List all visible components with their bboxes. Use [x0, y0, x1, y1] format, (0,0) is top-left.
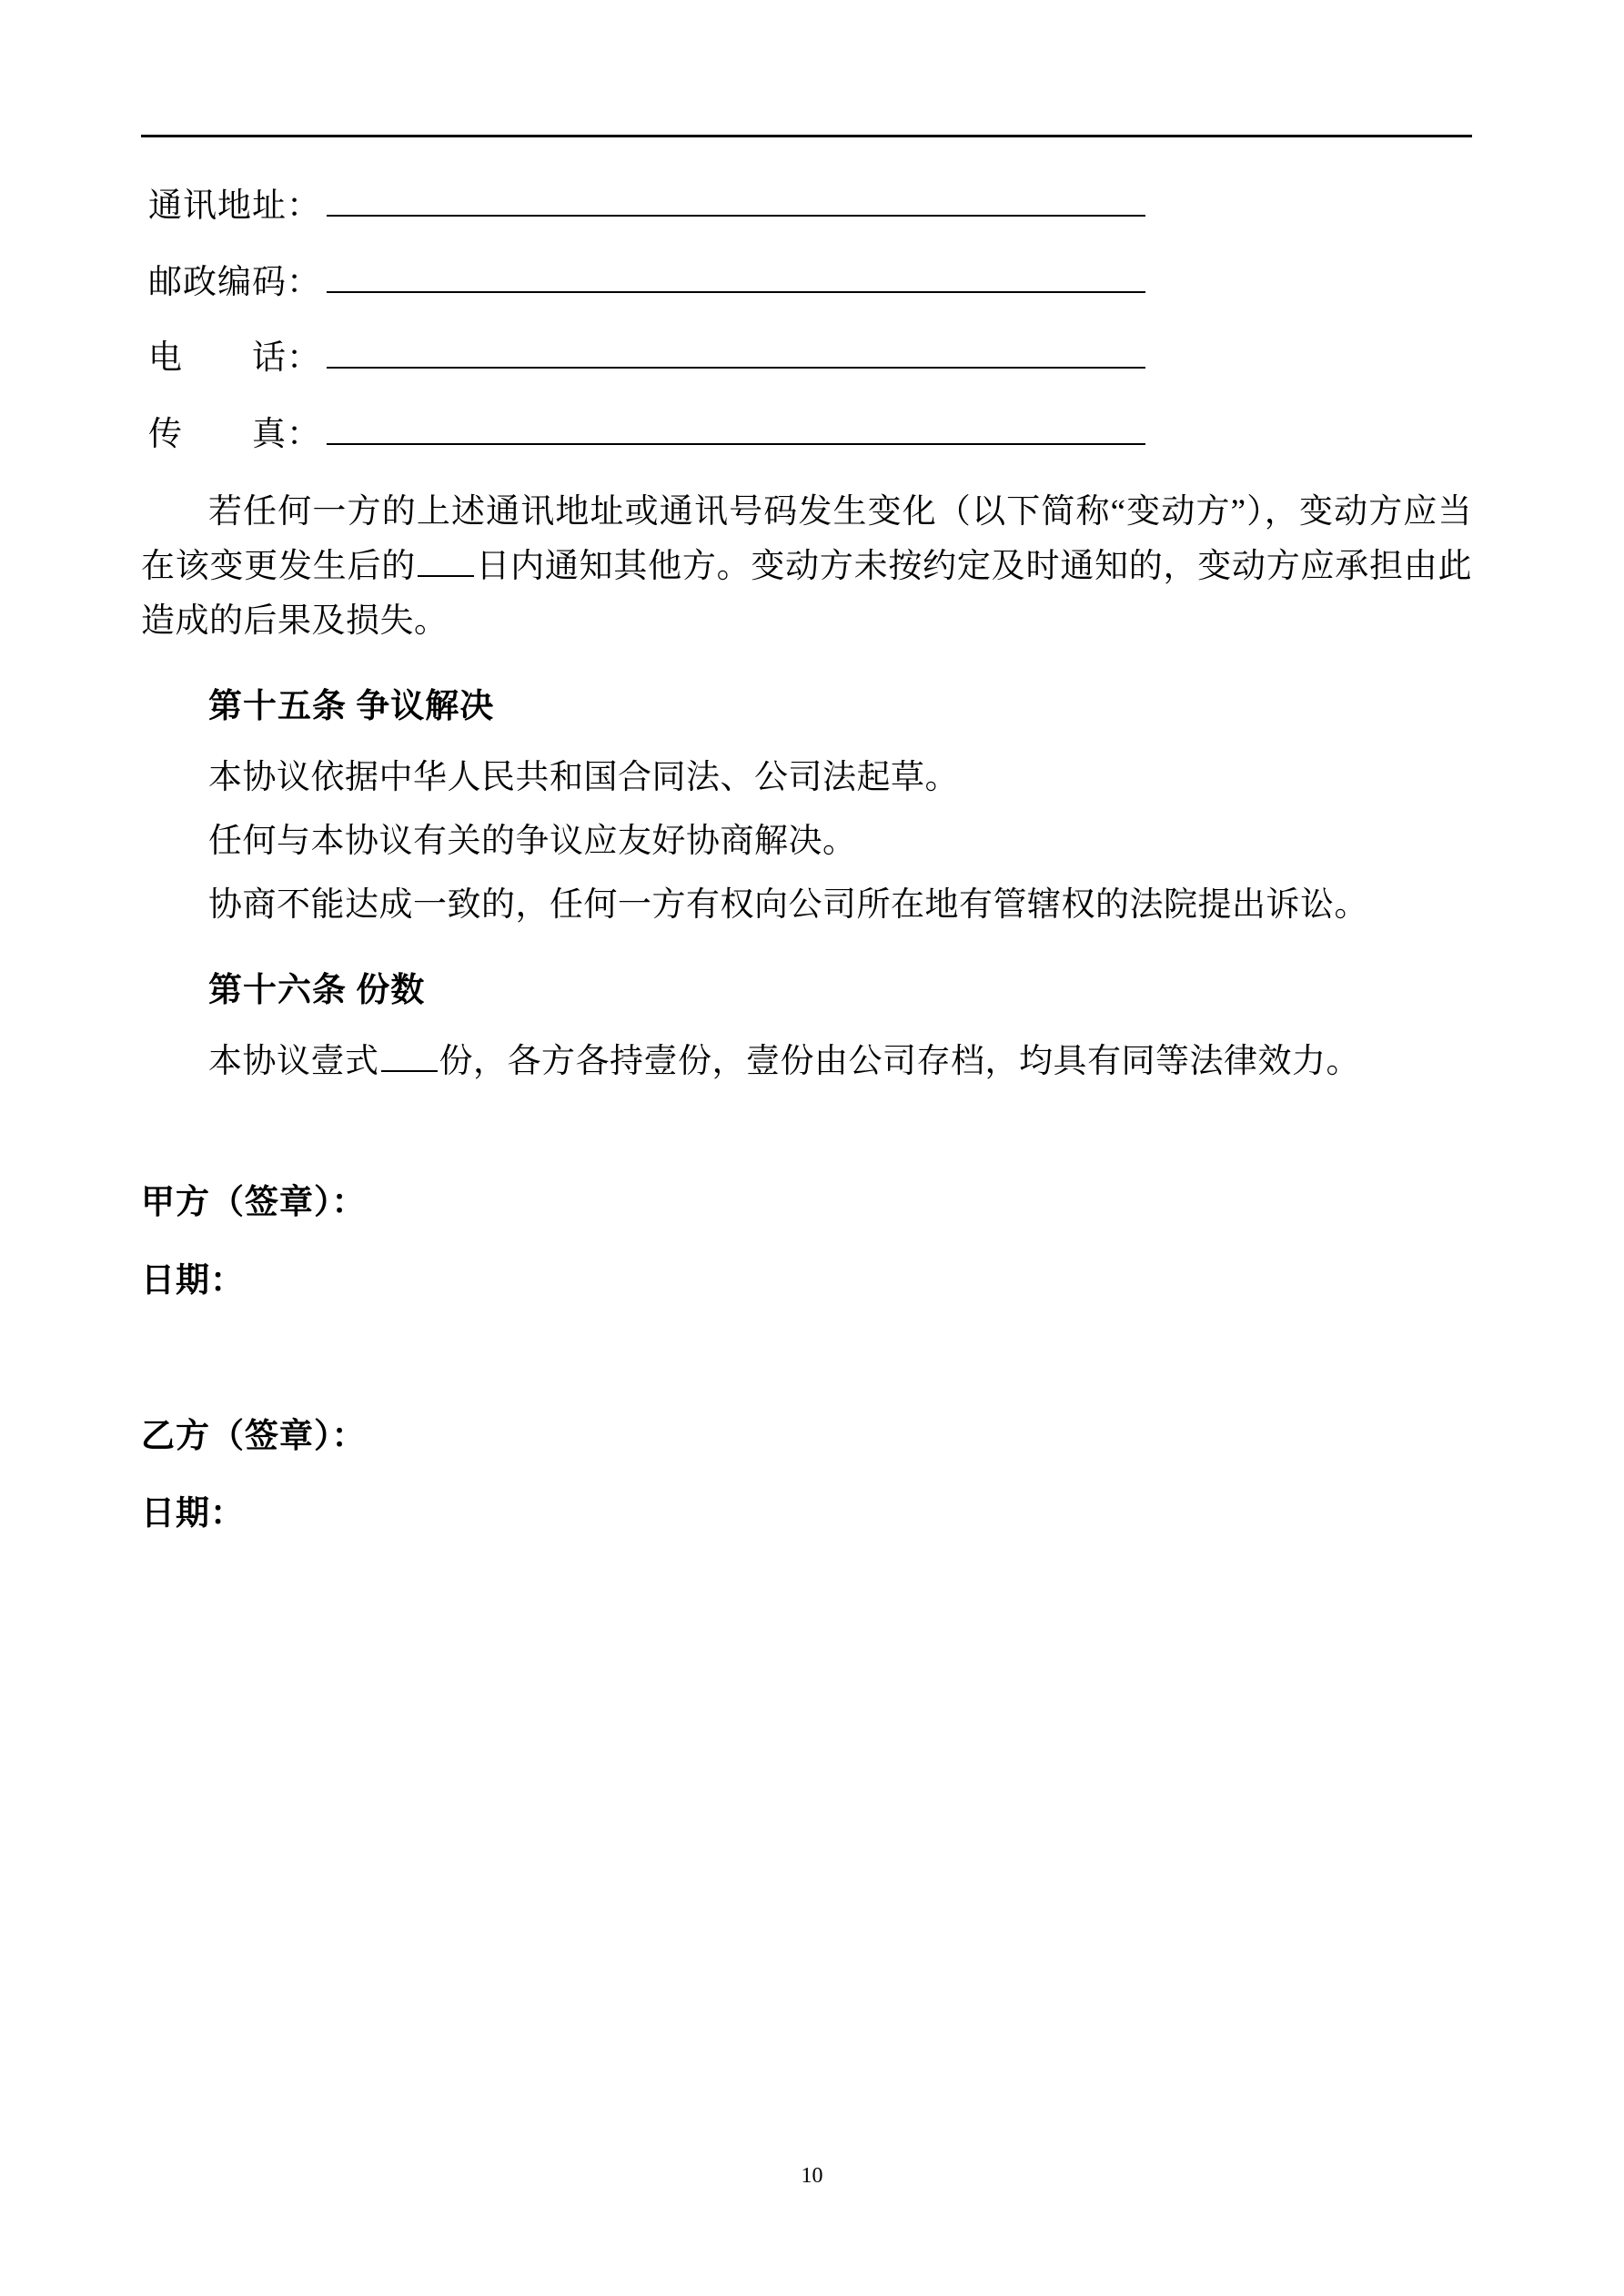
field-label-phone: 电 话：	[148, 339, 321, 377]
field-blank-fax[interactable]	[327, 410, 1145, 445]
section-15-paragraph-3: 协商不能达成一致的，任何一方有权向公司所在地有管辖权的法院提出诉讼。	[208, 885, 1368, 924]
field-row-fax	[141, 410, 1472, 460]
field-row-phone	[141, 333, 1472, 384]
field-blank-phone[interactable]	[327, 334, 1145, 369]
field-label-postcode: 邮政编码：	[148, 263, 321, 301]
field-label-fax: 传 真：	[148, 415, 321, 453]
field-blank-address[interactable]	[327, 182, 1145, 217]
document-content	[141, 135, 1472, 1564]
signature-party-b-date: 日期：	[141, 1495, 245, 1532]
section-15-paragraph-1: 本协议依据中华人民共和国合同法、公司法起草。	[208, 758, 959, 796]
blank-copies[interactable]	[381, 1043, 438, 1072]
signature-party-a: 甲方（签章）：	[141, 1184, 367, 1222]
section-title-16: 第十六条 份数	[208, 971, 426, 1009]
section-16-paragraph-1	[141, 1035, 1472, 1089]
section-15-paragraph-2: 任何与本协议有关的争议应友好协商解决。	[208, 822, 857, 860]
signature-party-b: 乙方（签章）：	[141, 1417, 367, 1455]
page-number: 10	[801, 2164, 823, 2188]
field-row-address	[141, 181, 1472, 232]
field-label-address: 通讯地址：	[148, 187, 321, 225]
section-title-15: 第十五条 争议解决	[208, 687, 495, 725]
field-row-postcode	[141, 258, 1472, 308]
change-notice-text-2: 动方”），变动方应当在该变更发生后的	[141, 493, 1473, 585]
signature-party-a-date: 日期：	[141, 1261, 245, 1300]
paragraph-change-notice	[141, 485, 1472, 649]
signature-block	[141, 1176, 1472, 1541]
change-notice-text-4: 未按约定及时通知的，变动方应承担由此造成的后果及损失。	[141, 547, 1473, 640]
section-16-text-b: 份，各方各持壹份，壹份由公司存档，均具有同等法律效力。	[439, 1042, 1360, 1080]
field-blank-postcode[interactable]	[327, 258, 1145, 293]
change-notice-text-3: 日内通知其他方。变动方	[476, 547, 854, 585]
header-rule	[141, 135, 1472, 137]
signature-gap	[141, 1331, 1472, 1410]
section-16-text-a: 本协议壹式	[208, 1042, 379, 1080]
change-notice-text-1: 若任何一方的上述通讯地址或通讯号码发生变化（以下简称“变	[208, 493, 1162, 531]
blank-days[interactable]	[418, 548, 474, 577]
